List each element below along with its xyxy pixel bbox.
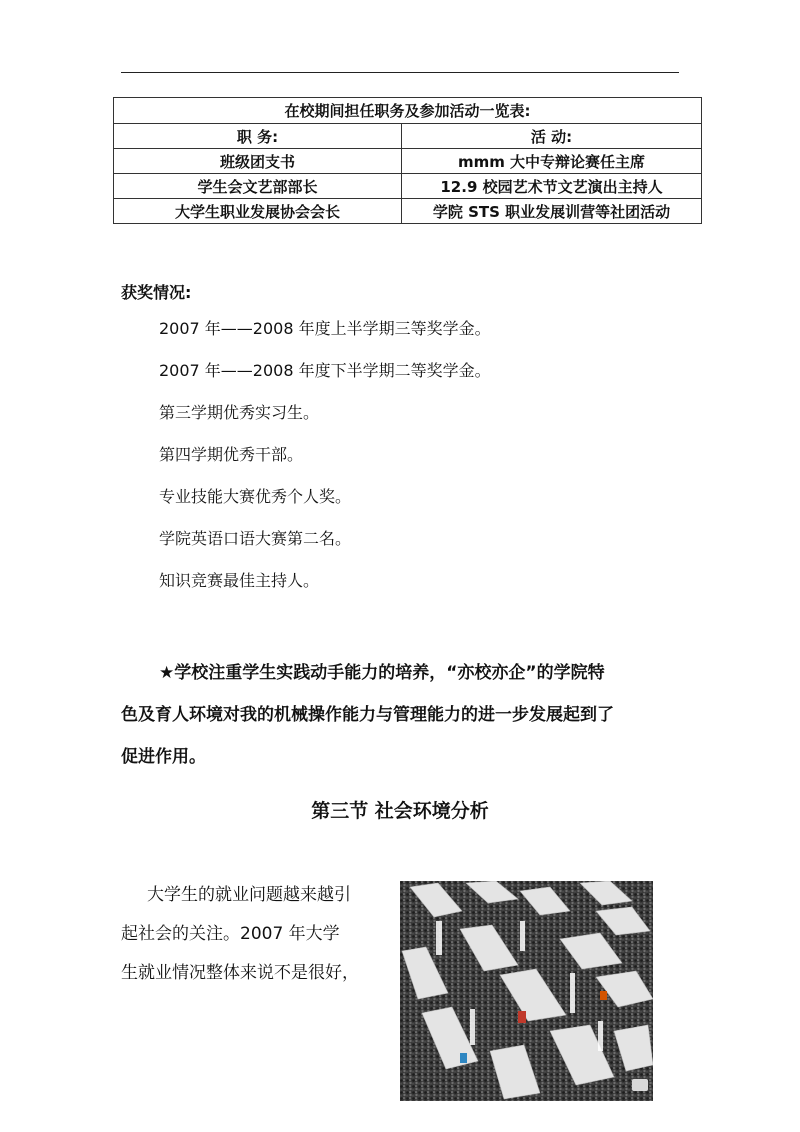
section-heading: 第三节 社会环境分析	[311, 800, 489, 822]
table-row	[114, 199, 702, 224]
column-header-duty: 职 务:	[114, 124, 402, 149]
list-item: 2007 年——2008 年度上半学期三等奖学金。	[159, 319, 491, 338]
paragraph-line: 起社会的关注。2007 年大学	[121, 924, 340, 944]
body-paragraph	[121, 876, 397, 993]
list-item: 专业技能大赛优秀个人奖。	[159, 487, 352, 506]
list-item: 学院英语口语大赛第二名。	[159, 529, 352, 548]
table-cell-duty: 大学生职业发展协会会长	[114, 199, 402, 224]
table-cell-duty: 班级团支书	[114, 149, 402, 174]
paragraph-line: 大学生的就业问题越来越引	[147, 885, 351, 905]
table-cell-duty: 学生会文艺部部长	[114, 174, 402, 199]
header-rule	[121, 72, 679, 73]
summary-line: 色及育人环境对我的机械操作能力与管理能力的进一步发展起到了	[121, 705, 614, 725]
table-header-row	[114, 124, 702, 149]
table-title: 在校期间担任职务及参加活动一览表:	[114, 98, 702, 124]
paragraph-line: 生就业情况整体来说不是很好，	[121, 963, 359, 983]
job-fair-photo	[400, 881, 653, 1101]
list-item: 第四学期优秀干部。	[159, 445, 304, 464]
column-header-activity: 活 动:	[402, 124, 702, 149]
list-item: 第三学期优秀实习生。	[159, 403, 320, 422]
list-item: 知识竞赛最佳主持人。	[159, 571, 320, 590]
awards-label: 获奖情况:	[121, 283, 192, 302]
table-row	[114, 174, 702, 199]
summary-line: ★学校注重学生实践动手能力的培养，“亦校亦企”的学院特	[159, 663, 605, 683]
table-row	[114, 149, 702, 174]
duties-activities-table	[113, 97, 702, 224]
summary-paragraph	[121, 652, 681, 778]
summary-line: 促进作用。	[121, 747, 206, 767]
table-cell-activity: mmm 大中专辩论赛任主席	[402, 149, 702, 174]
table-cell-activity: 学院 STS 职业发展训营等社团活动	[402, 199, 702, 224]
table-cell-activity: 12.9 校园艺术节文艺演出主持人	[402, 174, 702, 199]
list-item: 2007 年——2008 年度下半学期二等奖学金。	[159, 361, 491, 380]
awards-list	[159, 318, 491, 612]
